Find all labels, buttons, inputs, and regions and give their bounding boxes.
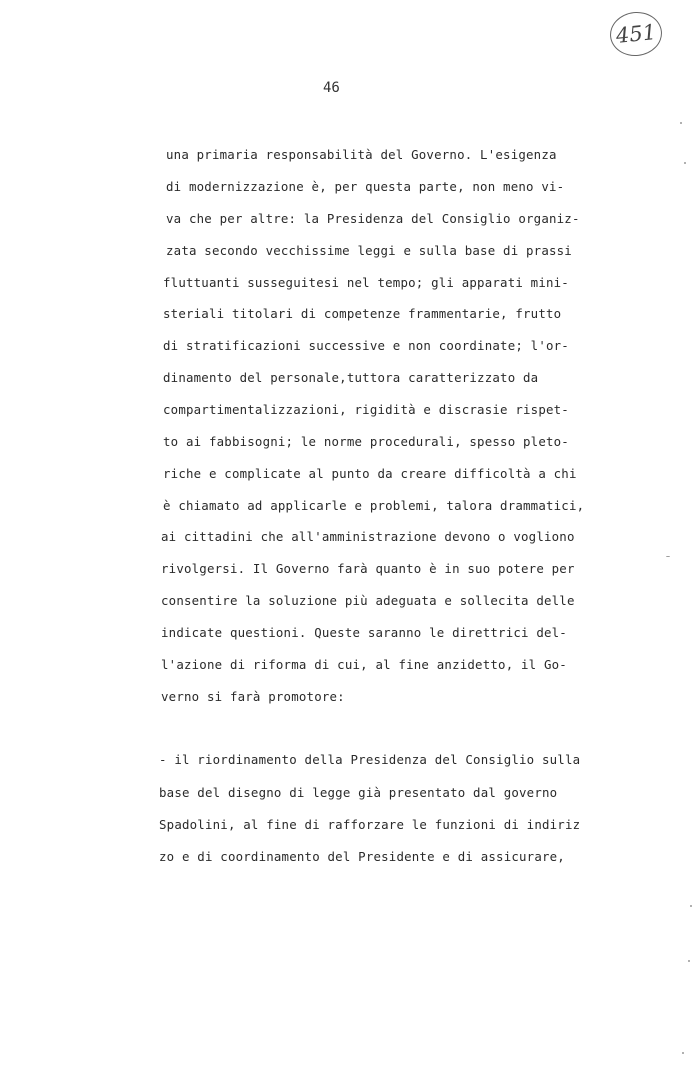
scan-speck	[682, 1052, 684, 1054]
scan-speck	[690, 905, 692, 907]
page-number: 46	[323, 80, 340, 96]
text-line: una primaria responsabilità del Governo. L'esigenza	[166, 147, 557, 162]
text-line: compartimentalizzazioni, rigidità e discrasie rispet-	[163, 402, 569, 417]
list-item-line: Spadolini, al fine di rafforzare le funzioni di indiriz	[159, 817, 581, 832]
text-line: dinamento del personale,tuttora caratterizzato da	[163, 370, 539, 385]
archive-stamp	[608, 9, 664, 58]
text-line: l'azione di riforma di cui, al fine anzidetto, il Go-	[161, 657, 567, 672]
text-line: fluttuanti susseguitesi nel tempo; gli apparati mini-	[163, 275, 569, 290]
list-item-line: base del disegno di legge già presentato dal governo	[159, 785, 558, 800]
text-line: verno si farà promotore:	[161, 689, 345, 704]
scan-speck	[680, 122, 682, 124]
text-line: steriali titolari di competenze frammentarie, frutto	[163, 306, 562, 321]
text-line: è chiamato ad applicarle e problemi, talora drammatici,	[163, 498, 585, 513]
scan-speck	[688, 960, 690, 962]
scan-speck	[684, 162, 686, 164]
text-line: riche e complicate al punto da creare difficoltà a chi	[163, 466, 577, 481]
scan-speck	[666, 556, 670, 557]
text-line: consentire la soluzione più adeguata e sollecita delle	[161, 593, 575, 608]
text-line: rivolgersi. Il Governo farà quanto è in suo potere per	[161, 561, 575, 576]
text-line: di modernizzazione è, per questa parte, non meno vi-	[166, 179, 565, 194]
text-line: di stratificazioni successive e non coordinate; l'or-	[163, 338, 569, 353]
text-line: zata secondo vecchissime leggi e sulla base di prassi	[166, 243, 572, 258]
text-line: va che per altre: la Presidenza del Consiglio organiz-	[166, 211, 580, 226]
text-line: ai cittadini che all'amministrazione devono o vogliono	[161, 529, 575, 544]
list-item-line: zo e di coordinamento del Presidente e di assicurare,	[159, 849, 565, 864]
stamp-number: 451	[614, 19, 658, 49]
text-line: indicate questioni. Queste saranno le direttrici del-	[161, 625, 567, 640]
list-item-line: - il riordinamento della Presidenza del Consiglio sulla	[159, 752, 581, 767]
text-line: to ai fabbisogni; le norme procedurali, spesso pleto-	[163, 434, 569, 449]
